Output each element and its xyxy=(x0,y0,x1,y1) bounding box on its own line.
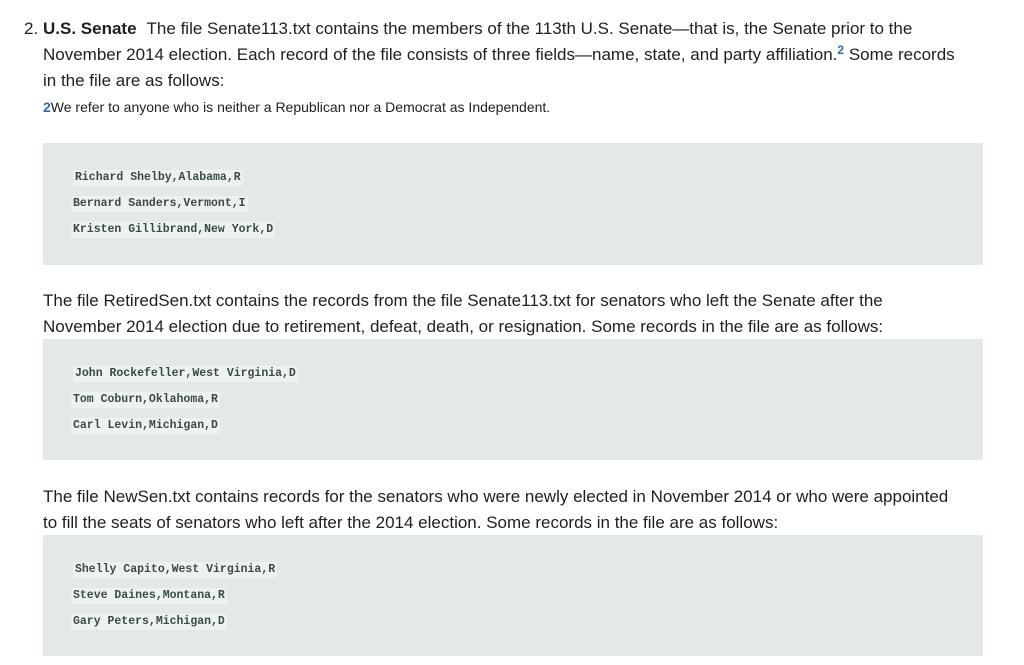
intro-line-3: in the file are as follows: xyxy=(43,71,225,90)
problem-title: U.S. Senate xyxy=(43,19,137,38)
retired-code-block xyxy=(43,339,983,460)
footnote-text: We refer to anyone who is neither a Republican nor a Democrat as Independent. xyxy=(50,99,551,115)
code-record: Carl Levin,Michigan,D xyxy=(73,419,218,432)
footnote xyxy=(43,97,550,117)
code-record: Shelly Capito,West Virginia,R xyxy=(75,563,276,576)
problem-number: 2. xyxy=(24,19,39,38)
footnote-reference-link[interactable]: 2 xyxy=(837,43,845,57)
new-line-1: The file NewSen.txt contains records for the senators who were newly elected in November 2014 or who were appointed xyxy=(43,487,949,506)
retired-line-2: November 2014 election due to retirement, defeat, death, or resignation. Some records in the file are as follows: xyxy=(43,317,884,336)
footnote-marker[interactable]: 2 xyxy=(43,99,51,115)
retired-line-1: The file RetiredSen.txt contains the records from the file Senate113.txt for senators who left the Senate after the xyxy=(43,291,883,310)
intro-line-2: November 2014 election. Each record of the file consists of three fields—name, state, and party affiliation. xyxy=(43,45,838,64)
intro-line-2-end: Some records xyxy=(848,45,955,64)
code-record: Richard Shelby,Alabama,R xyxy=(75,171,241,184)
code-record: Bernard Sanders,Vermont,I xyxy=(73,197,246,210)
code-record: Tom Coburn,Oklahoma,R xyxy=(73,393,218,406)
new-senators-paragraph xyxy=(43,484,1003,536)
new-senators-code-block xyxy=(43,535,983,656)
code-record: Kristen Gillibrand,New York,D xyxy=(73,223,274,236)
retired-paragraph xyxy=(43,288,993,340)
code-record: John Rockefeller,West Virginia,D xyxy=(75,367,296,380)
senate113-code-block xyxy=(43,143,983,265)
code-record: Steve Daines,Montana,R xyxy=(73,589,225,602)
new-line-2: to fill the seats of senators who left after the 2014 election. Some records in the file are as follows: xyxy=(43,513,779,532)
code-record: Gary Peters,Michigan,D xyxy=(73,615,225,628)
problem-intro xyxy=(24,16,994,94)
intro-line-1: The file Senate113.txt contains the members of the 113th U.S. Senate—that is, the Senate prior to the xyxy=(146,19,913,38)
